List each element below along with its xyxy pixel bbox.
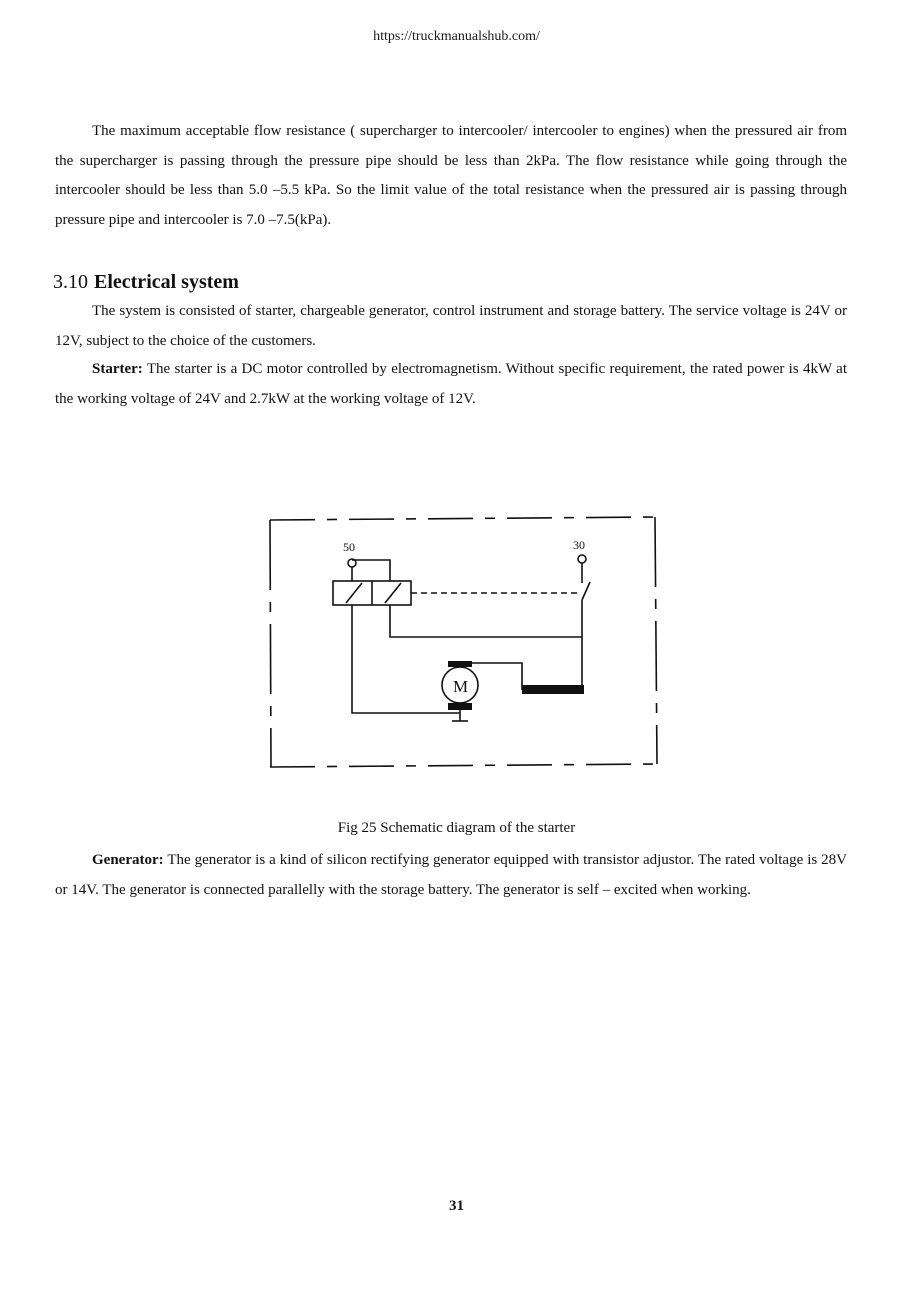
starter-paragraph (55, 355, 847, 414)
field-winding (522, 685, 584, 694)
section-paragraph (55, 297, 847, 356)
section-number: 3.10 (53, 271, 88, 293)
main-switch (582, 582, 590, 600)
starter-schematic (260, 505, 670, 780)
starter-term: Starter: (92, 361, 143, 377)
enclosure-left (270, 520, 271, 767)
motor-brush-top (448, 661, 472, 667)
coil-hatch-1 (346, 583, 362, 603)
enclosure-top (270, 517, 655, 520)
page-number: 31 (449, 1198, 464, 1214)
terminal-50-wire (352, 560, 390, 581)
coil-hatch-2 (385, 583, 401, 603)
generator-term: Generator: (92, 852, 164, 868)
pull-in-wire (390, 605, 582, 637)
enclosure-right (655, 517, 657, 764)
source-url: https://truckmanualshub.com/ (373, 29, 540, 44)
figure-caption: Fig 25 Schematic diagram of the starter (337, 820, 576, 836)
enclosure-bottom (270, 764, 657, 767)
generator-text: The generator is a kind of silicon rectifying generator equipped with transistor adjustor. The rated voltage is 28V or 14V. The generator is connected parallelly with the storage battery. The generator is self – excited when working. (55, 852, 847, 898)
generator-paragraph (55, 846, 847, 905)
intro-paragraph (55, 117, 847, 235)
starter-text: The starter is a DC motor controlled by electromagnetism. Without specific requirement, the rated power is 4kW at the working voltage of 24V and 2.7kW at the working voltage of 12V. (55, 361, 848, 407)
section-title: Electrical system (94, 271, 239, 293)
intro-paragraph-text: The maximum acceptable flow resistance ( supercharger to intercooler/ intercooler to engines) when the pressured air from the supercharger is passing through the pressure pipe should be less than 2kPa. The flow resistance while going through the intercooler should be less than 5.0 –5.5 kPa. So the limit value of the total resistance when the pressured air is passing through pressure pipe and intercooler is 7.0 –7.5(kPa). (55, 123, 847, 228)
section-paragraph-text: The system is consisted of starter, chargeable generator, control instrument and storage battery. The service voltage is 24V or 12V, subject to the choice of the customers. (55, 303, 847, 349)
terminal-50-label: 50 (343, 540, 355, 554)
terminal-30-circle (578, 555, 586, 563)
hold-in-wire (352, 605, 460, 713)
motor-label: M (453, 677, 469, 696)
motor-brush-bottom (448, 703, 472, 710)
section-heading (53, 268, 239, 296)
schematic-svg (260, 505, 670, 780)
terminal-30-label: 30 (573, 538, 585, 552)
field-winding-wire (472, 663, 522, 690)
